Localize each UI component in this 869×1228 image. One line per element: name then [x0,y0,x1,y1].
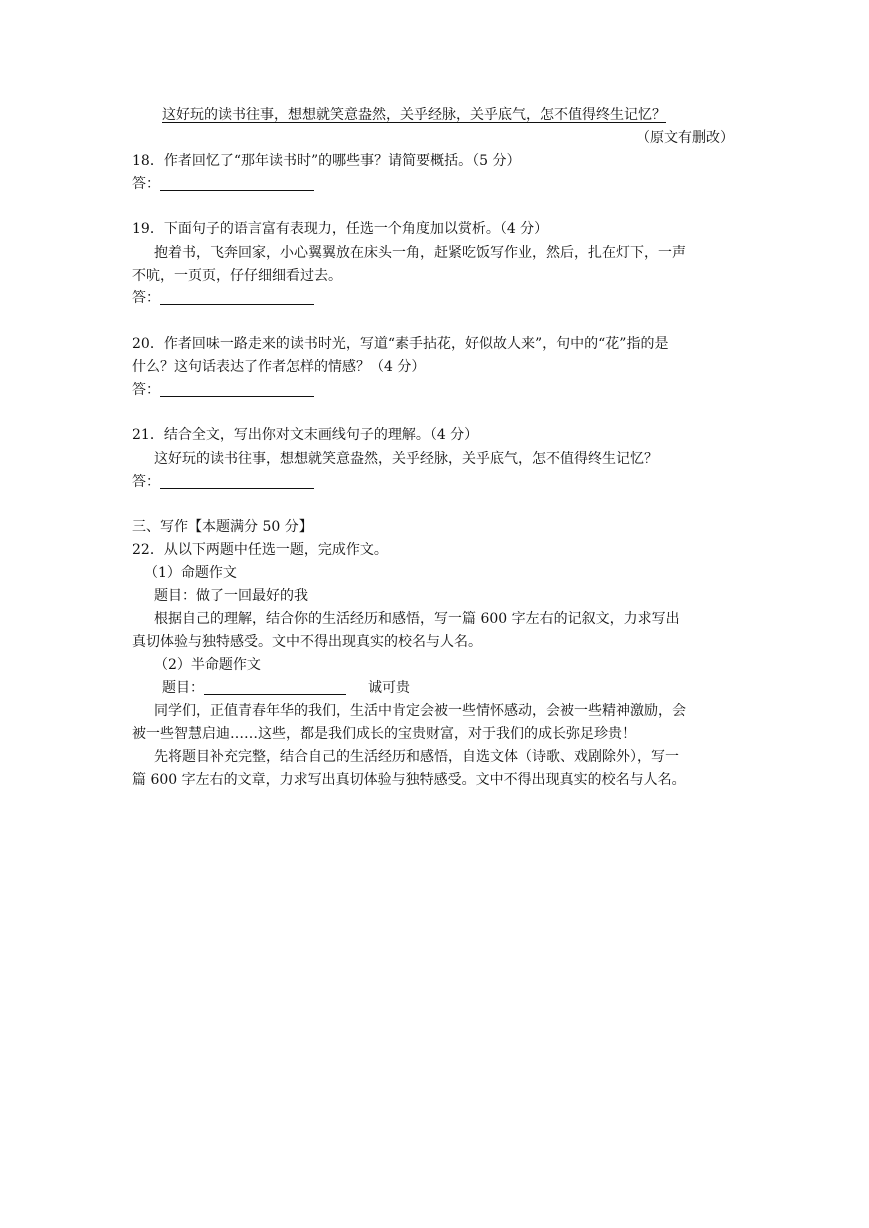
question-19-quote-line-1: 抱着书，飞奔回家，小心翼翼放在床头一角，赶紧吃饭写作业，然后，扎在灯下，一声 [154,245,686,261]
option-2-title-prefix: 题目： [162,680,204,696]
question-19-quote-line-2: 不吭，一页页，仔仔细细看过去。 [132,268,342,284]
option-1-label: （1）命题作文 [144,565,237,581]
option-2-label: （2）半命题作文 [154,657,261,673]
answer-label: 答： [132,474,160,490]
question-19: 19．下面句子的语言富有表现力，任选一个角度加以赏析。（4 分） [132,221,549,237]
answer-label: 答： [132,290,160,306]
option-2-title [162,679,410,697]
option-1-title: 题目：做了一回最好的我 [154,588,308,604]
answer-label: 答： [132,382,160,398]
answer-blank-19[interactable] [160,290,314,305]
answer-line-20 [132,381,314,399]
question-20-line-1: 20．作者回味一路走来的读书时光，写道“素手拈花，好似故人来”，句中的“花”指的是 [132,336,669,352]
answer-line-18 [132,175,314,193]
answer-label: 答： [132,176,160,192]
answer-line-21 [132,473,314,491]
question-21-quote: 这好玩的读书往事，想想就笑意盎然，关乎经脉，关乎底气，怎不值得终生记忆？ [154,451,658,467]
answer-blank-21[interactable] [160,474,314,489]
question-22: 22．从以下两题中任选一题，完成作文。 [132,542,388,558]
question-18: 18．作者回忆了“那年读书时”的哪些事？请简要概括。（5 分） [132,153,521,169]
answer-blank-20[interactable] [160,382,314,397]
question-20-line-2: 什么？这句话表达了作者怎样的情感？（4 分） [132,359,426,375]
option-2-intro-line-1: 同学们，正值青春年华的我们，生活中肯定会被一些情怀感动，会被一些精神激励，会 [154,703,686,719]
section-3-heading: 三、写作【本题满分 50 分】 [132,519,313,535]
underlined-closing-sentence: 这好玩的读书往事，想想就笑意盎然，关乎经脉，关乎底气，怎不值得终生记忆？ [162,107,666,123]
answer-blank-18[interactable] [160,176,314,191]
question-21: 21．结合全文，写出你对文末画线句子的理解。（4 分） [132,427,479,443]
option-2-requirement-line-1: 先将题目补充完整，结合自己的生活经历和感悟，自选文体（诗歌、戏剧除外），写一 [154,749,679,765]
option-2-requirement-line-2: 篇 600 字左右的文章，力求写出真切体验与独特感受。文中不得出现真实的校名与人名。 [132,772,686,788]
option-2-intro-line-2: 被一些智慧启迪……这些，都是我们成长的宝贵财富，对于我们的成长弥足珍贵！ [132,726,636,742]
option-1-requirement-line-1: 根据自己的理解，结合你的生活经历和感悟，写一篇 600 字左右的记叙文，力求写出 [154,611,680,627]
option-2-title-suffix: 诚可贵 [368,680,410,696]
option-1-requirement-line-2: 真切体验与独特感受。文中不得出现真实的校名与人名。 [132,634,482,650]
source-note: （原文有删改） [636,130,734,146]
answer-line-19 [132,289,314,307]
title-fill-blank[interactable] [204,680,346,695]
